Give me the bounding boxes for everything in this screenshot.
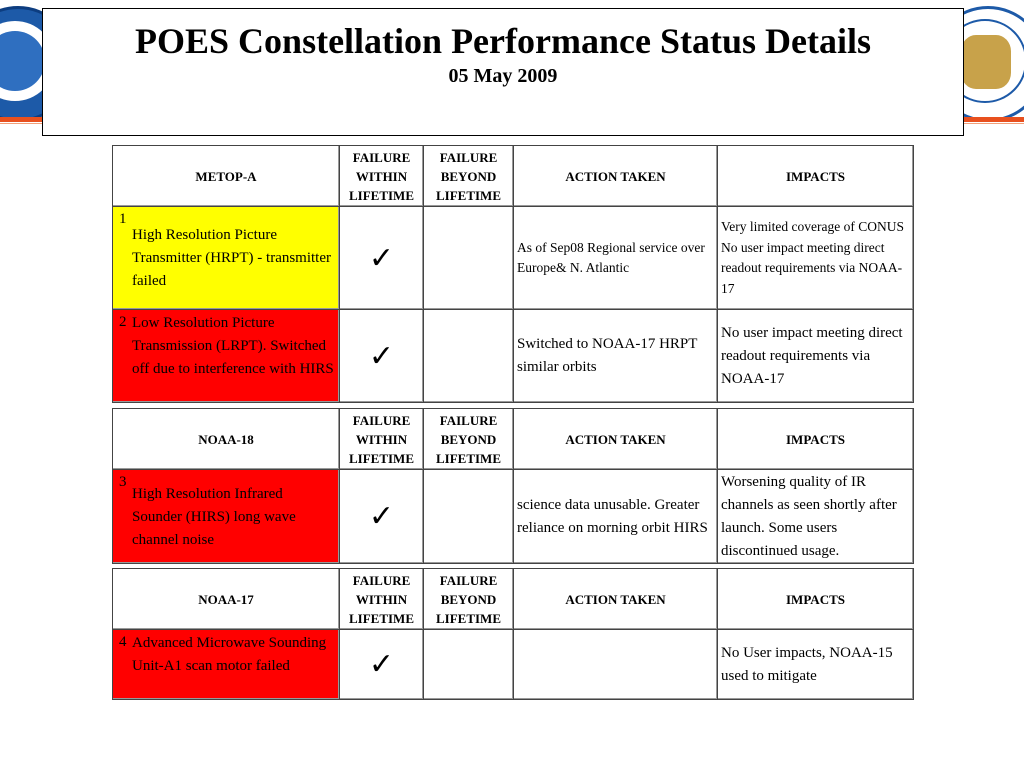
header-action-taken: ACTION TAKEN [514,146,718,207]
table-header-row [113,569,914,630]
action-cell: science data unusable. Greater reliance on morning orbit HIRS [514,470,718,564]
check-icon: ✓ [340,630,424,700]
item-description: High Resolution Picture Transmitter (HRPT) - transmitter failed [132,227,332,289]
table-header-row [113,146,914,207]
table-header-row [113,409,914,470]
item-description: Low Resolution Picture Transmission (LRPT). Switched off due to interference with HIRS [132,315,334,377]
item-cell [113,470,340,564]
header-failure-beyond: FAILURE BEYOND LIFETIME [424,409,514,470]
title-box [42,8,964,136]
header-failure-beyond: FAILURE BEYOND LIFETIME [424,146,514,207]
item-number: 3 [119,474,127,490]
impacts-cell: No user impact meeting direct readout requirements via NOAA-17 [718,310,914,403]
failure-beyond-cell [424,207,514,310]
item-number: 1 [119,211,127,227]
header-action-taken: ACTION TAKEN [514,569,718,630]
item-cell [113,310,340,403]
page-date: 05 May 2009 [448,65,558,87]
impacts-cell: Very limited coverage of CONUS No user impact meeting direct readout requirements via NOAA-17 [718,207,914,310]
action-cell [514,630,718,700]
header-failure-within: FAILURE WITHIN LIFETIME [340,146,424,207]
header-action-taken: ACTION TAKEN [514,409,718,470]
item-number: 4 [119,634,127,650]
noaa-17-table [112,568,914,700]
impacts-cell: No User impacts, NOAA-15 used to mitigate [718,630,914,700]
failure-beyond-cell [424,470,514,564]
table-row [113,470,914,564]
item-description: Advanced Microwave Sounding Unit-A1 scan motor failed [132,635,327,674]
header-failure-beyond: FAILURE BEYOND LIFETIME [424,569,514,630]
header-failure-within: FAILURE WITHIN LIFETIME [340,569,424,630]
header-impacts: IMPACTS [718,146,914,207]
page-title: POES Constellation Performance Status Details [135,21,871,61]
item-cell [113,630,340,700]
noaa-18-table [112,408,914,564]
item-cell [113,207,340,310]
satellite-name: METOP-A [113,146,340,207]
header-failure-within: FAILURE WITHIN LIFETIME [340,409,424,470]
table-row [113,310,914,403]
header-impacts: IMPACTS [718,409,914,470]
check-icon: ✓ [340,470,424,564]
table-row [113,630,914,700]
satellite-name: NOAA-17 [113,569,340,630]
impacts-cell: Worsening quality of IR channels as seen shortly after launch. Some users discontinued usage. [718,470,914,564]
action-cell: As of Sep08 Regional service over Europe& N. Atlantic [514,207,718,310]
table-row [113,207,914,310]
metop-a-table [112,145,914,403]
failure-beyond-cell [424,630,514,700]
commerce-seal-eagle [961,35,1011,89]
satellite-name: NOAA-18 [113,409,340,470]
item-number: 2 [119,314,127,330]
header-impacts: IMPACTS [718,569,914,630]
check-icon: ✓ [340,207,424,310]
failure-beyond-cell [424,310,514,403]
check-icon: ✓ [340,310,424,403]
action-cell: Switched to NOAA-17 HRPT similar orbits [514,310,718,403]
item-description: High Resolution Infrared Sounder (HIRS) long wave channel noise [132,486,296,548]
